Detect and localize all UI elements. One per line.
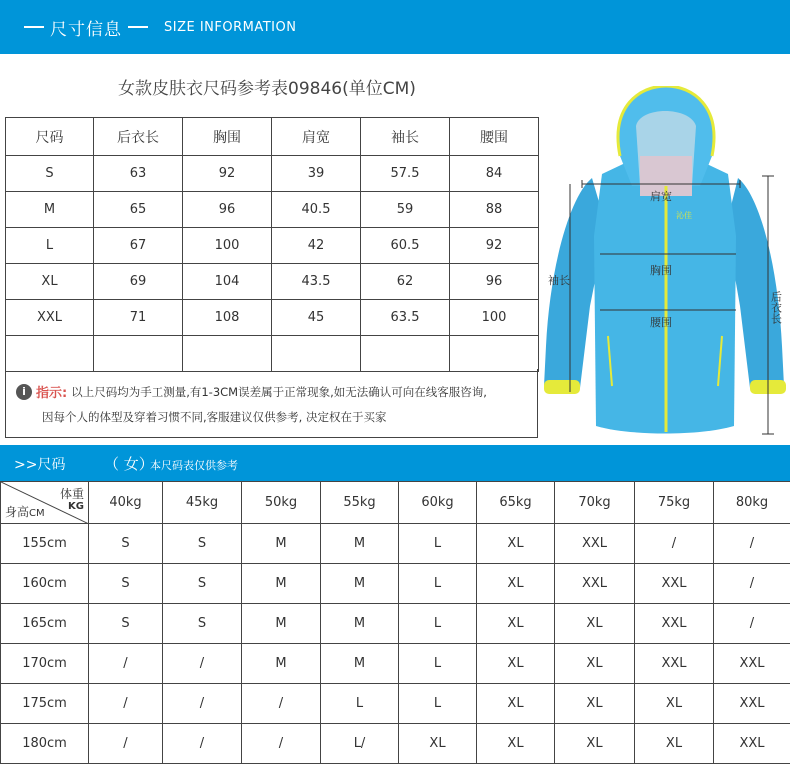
size-table-cell: 62 <box>361 264 450 300</box>
size-table-cell: 100 <box>450 300 539 336</box>
fit-table-cell: / <box>635 524 714 564</box>
fit-section-note: 本尺码表仅供参考 <box>150 459 238 472</box>
fit-table-weight-header: 80kg <box>714 482 790 524</box>
size-table-cell: 104 <box>183 264 272 300</box>
size-table-col-header: 袖长 <box>361 118 450 156</box>
fit-table-cell: S <box>89 524 163 564</box>
fit-table-cell: / <box>163 644 242 684</box>
fit-table-cell: XL <box>635 684 714 724</box>
fit-table-cell: XL <box>635 724 714 764</box>
fit-table-cell: S <box>163 524 242 564</box>
fit-table-weight-header: 40kg <box>89 482 163 524</box>
fit-table-cell: S <box>163 564 242 604</box>
fit-table-weight-header: 45kg <box>163 482 242 524</box>
fit-table-height: 175cm <box>1 684 89 724</box>
label-waist: 腰围 <box>650 316 672 329</box>
fit-table-cell: XXL <box>714 724 790 764</box>
fit-table-cell: L <box>399 604 477 644</box>
fit-table-cell: M <box>242 524 321 564</box>
fit-table-cell: S <box>89 604 163 644</box>
size-table-row <box>6 228 539 264</box>
fit-table <box>0 481 790 764</box>
size-table-cell: XXL <box>6 300 94 336</box>
size-table-cell <box>94 336 183 372</box>
corner-height <box>5 503 45 520</box>
size-table-cell: 108 <box>183 300 272 336</box>
size-table-cell: 96 <box>183 192 272 228</box>
fit-table-weight-header: 60kg <box>399 482 477 524</box>
fit-section-prefix: >>尺码 <box>14 457 66 473</box>
fit-table-cell: M <box>321 604 399 644</box>
size-table-cell: 100 <box>183 228 272 264</box>
fit-table-corner <box>1 482 89 524</box>
size-table-cell: 63.5 <box>361 300 450 336</box>
size-table-cell: 42 <box>272 228 361 264</box>
fit-table-cell: M <box>321 524 399 564</box>
label-shoulder: 肩宽 <box>650 190 672 203</box>
fit-section-gender: （ 女） <box>104 455 154 473</box>
fit-table-cell: XL <box>477 724 555 764</box>
size-table-cell: L <box>6 228 94 264</box>
size-table-cell <box>6 336 94 372</box>
size-table-col-header: 尺码 <box>6 118 94 156</box>
section-header <box>0 0 790 54</box>
fit-table-cell: M <box>242 644 321 684</box>
fit-table-cell: XL <box>477 524 555 564</box>
fit-table-cell: / <box>89 724 163 764</box>
size-table-row <box>6 264 539 300</box>
fit-table-cell: M <box>321 644 399 684</box>
size-table-cell: 45 <box>272 300 361 336</box>
fit-table-cell: M <box>321 564 399 604</box>
size-table-col-header: 后衣长 <box>94 118 183 156</box>
size-table-cell: 60.5 <box>361 228 450 264</box>
fit-table-cell: / <box>714 604 790 644</box>
fit-table-cell: XXL <box>555 564 635 604</box>
jacket-illustration <box>540 86 790 440</box>
size-table-row <box>6 156 539 192</box>
size-table-cell: 84 <box>450 156 539 192</box>
size-table-cell: 71 <box>94 300 183 336</box>
fit-table-cell: M <box>242 604 321 644</box>
size-table-cell: 88 <box>450 192 539 228</box>
size-table-cell: 96 <box>450 264 539 300</box>
note-tag: 指示: <box>36 386 68 401</box>
fit-table-cell: / <box>714 564 790 604</box>
fit-table-height: 155cm <box>1 524 89 564</box>
fit-table-cell: XL <box>477 684 555 724</box>
left-cuff <box>544 380 580 394</box>
header-title-cn: 尺寸信息 <box>50 19 122 40</box>
fit-table-cell: / <box>242 684 321 724</box>
fit-table-cell: XL <box>399 724 477 764</box>
fit-table-cell: XXL <box>714 644 790 684</box>
fit-table-cell: XL <box>555 644 635 684</box>
fit-table-cell: XL <box>555 604 635 644</box>
fit-table-cell: XL <box>477 604 555 644</box>
size-table-cell: 67 <box>94 228 183 264</box>
size-table-row <box>6 192 539 228</box>
jacket-logo: 沁佳 <box>676 211 692 220</box>
header-dash-left <box>24 26 44 28</box>
size-table-cell: 57.5 <box>361 156 450 192</box>
corner-kg: KG <box>68 501 84 512</box>
size-table-cell: 43.5 <box>272 264 361 300</box>
fit-table-header <box>1 482 790 524</box>
fit-table-cell: XL <box>477 564 555 604</box>
size-table-row <box>6 336 539 372</box>
label-length: 后衣长 <box>769 291 783 324</box>
fit-table-cell: / <box>89 644 163 684</box>
size-table-col-header: 腰围 <box>450 118 539 156</box>
fit-table-height: 180cm <box>1 724 89 764</box>
corner-cm: CM <box>29 508 45 519</box>
size-table-cell: 59 <box>361 192 450 228</box>
size-table <box>5 117 539 372</box>
fit-table-weight-header: 70kg <box>555 482 635 524</box>
fit-table-cell: L/ <box>321 724 399 764</box>
fit-table-row <box>1 684 790 724</box>
fit-table-cell: / <box>89 684 163 724</box>
fit-table-row <box>1 604 790 644</box>
size-table-col-header: 胸围 <box>183 118 272 156</box>
size-table-cell: 39 <box>272 156 361 192</box>
size-table-cell <box>450 336 539 372</box>
size-table-cell: 69 <box>94 264 183 300</box>
size-table-cell <box>361 336 450 372</box>
size-table-cell: 92 <box>183 156 272 192</box>
size-table-cell: 40.5 <box>272 192 361 228</box>
fit-table-row <box>1 564 790 604</box>
fit-table-cell: XXL <box>635 604 714 644</box>
size-table-cell: 92 <box>450 228 539 264</box>
corner-height-label: 身高 <box>5 505 30 519</box>
fit-table-weight-header: 55kg <box>321 482 399 524</box>
size-table-cell <box>272 336 361 372</box>
size-table-cell: M <box>6 192 94 228</box>
fit-table-weight-header: 65kg <box>477 482 555 524</box>
label-chest: 胸围 <box>650 264 672 277</box>
fit-table-cell: XXL <box>635 644 714 684</box>
size-table-cell: 63 <box>94 156 183 192</box>
fit-table-cell: L <box>399 684 477 724</box>
fit-table-height: 160cm <box>1 564 89 604</box>
fit-table-cell: M <box>242 564 321 604</box>
size-table-title: 女款皮肤衣尺码参考表09846(单位CM) <box>118 79 416 99</box>
fit-table-cell: XXL <box>555 524 635 564</box>
label-sleeve: 袖长 <box>548 274 570 287</box>
fit-table-weight-header: 50kg <box>242 482 321 524</box>
header-dash-right <box>128 26 148 28</box>
fit-table-cell: XXL <box>635 564 714 604</box>
size-table-cell: S <box>6 156 94 192</box>
fit-table-height: 170cm <box>1 644 89 684</box>
fit-table-cell: / <box>714 524 790 564</box>
fit-table-weight-header: 75kg <box>635 482 714 524</box>
fit-table-cell: L <box>399 564 477 604</box>
fit-table-cell: L <box>399 644 477 684</box>
size-note <box>5 369 538 438</box>
fit-table-cell: L <box>321 684 399 724</box>
fit-table-row <box>1 644 790 684</box>
fit-table-cell: S <box>89 564 163 604</box>
fit-table-cell: / <box>242 724 321 764</box>
fit-table-cell: / <box>163 684 242 724</box>
fit-table-row <box>1 724 790 764</box>
fit-table-cell: / <box>163 724 242 764</box>
note-line-2: 因每个人的体型及穿着习惯不同,客服建议仅供参考, 决定权在于买家 <box>42 410 387 424</box>
note-line-1: 以上尺码均为手工测量,有1-3CM误差属于正常现象,如无法确认可向在线客服咨询, <box>71 384 487 399</box>
fit-table-cell: XL <box>555 724 635 764</box>
size-table-col-header: 肩宽 <box>272 118 361 156</box>
fit-table-cell: L <box>399 524 477 564</box>
fit-table-cell: XL <box>477 644 555 684</box>
size-table-cell: XL <box>6 264 94 300</box>
corner-weight: 体重 <box>59 487 84 501</box>
fit-section-bar <box>0 445 790 481</box>
info-icon: i <box>16 384 32 400</box>
fit-table-cell: S <box>163 604 242 644</box>
size-table-header <box>6 118 539 156</box>
header-title-en: SIZE INFORMATION <box>164 19 297 35</box>
fit-table-row <box>1 524 790 564</box>
fit-table-height: 165cm <box>1 604 89 644</box>
size-table-cell: 65 <box>94 192 183 228</box>
size-table-row <box>6 300 539 336</box>
size-table-cell <box>183 336 272 372</box>
fit-table-cell: XL <box>555 684 635 724</box>
fit-table-cell: XXL <box>714 684 790 724</box>
